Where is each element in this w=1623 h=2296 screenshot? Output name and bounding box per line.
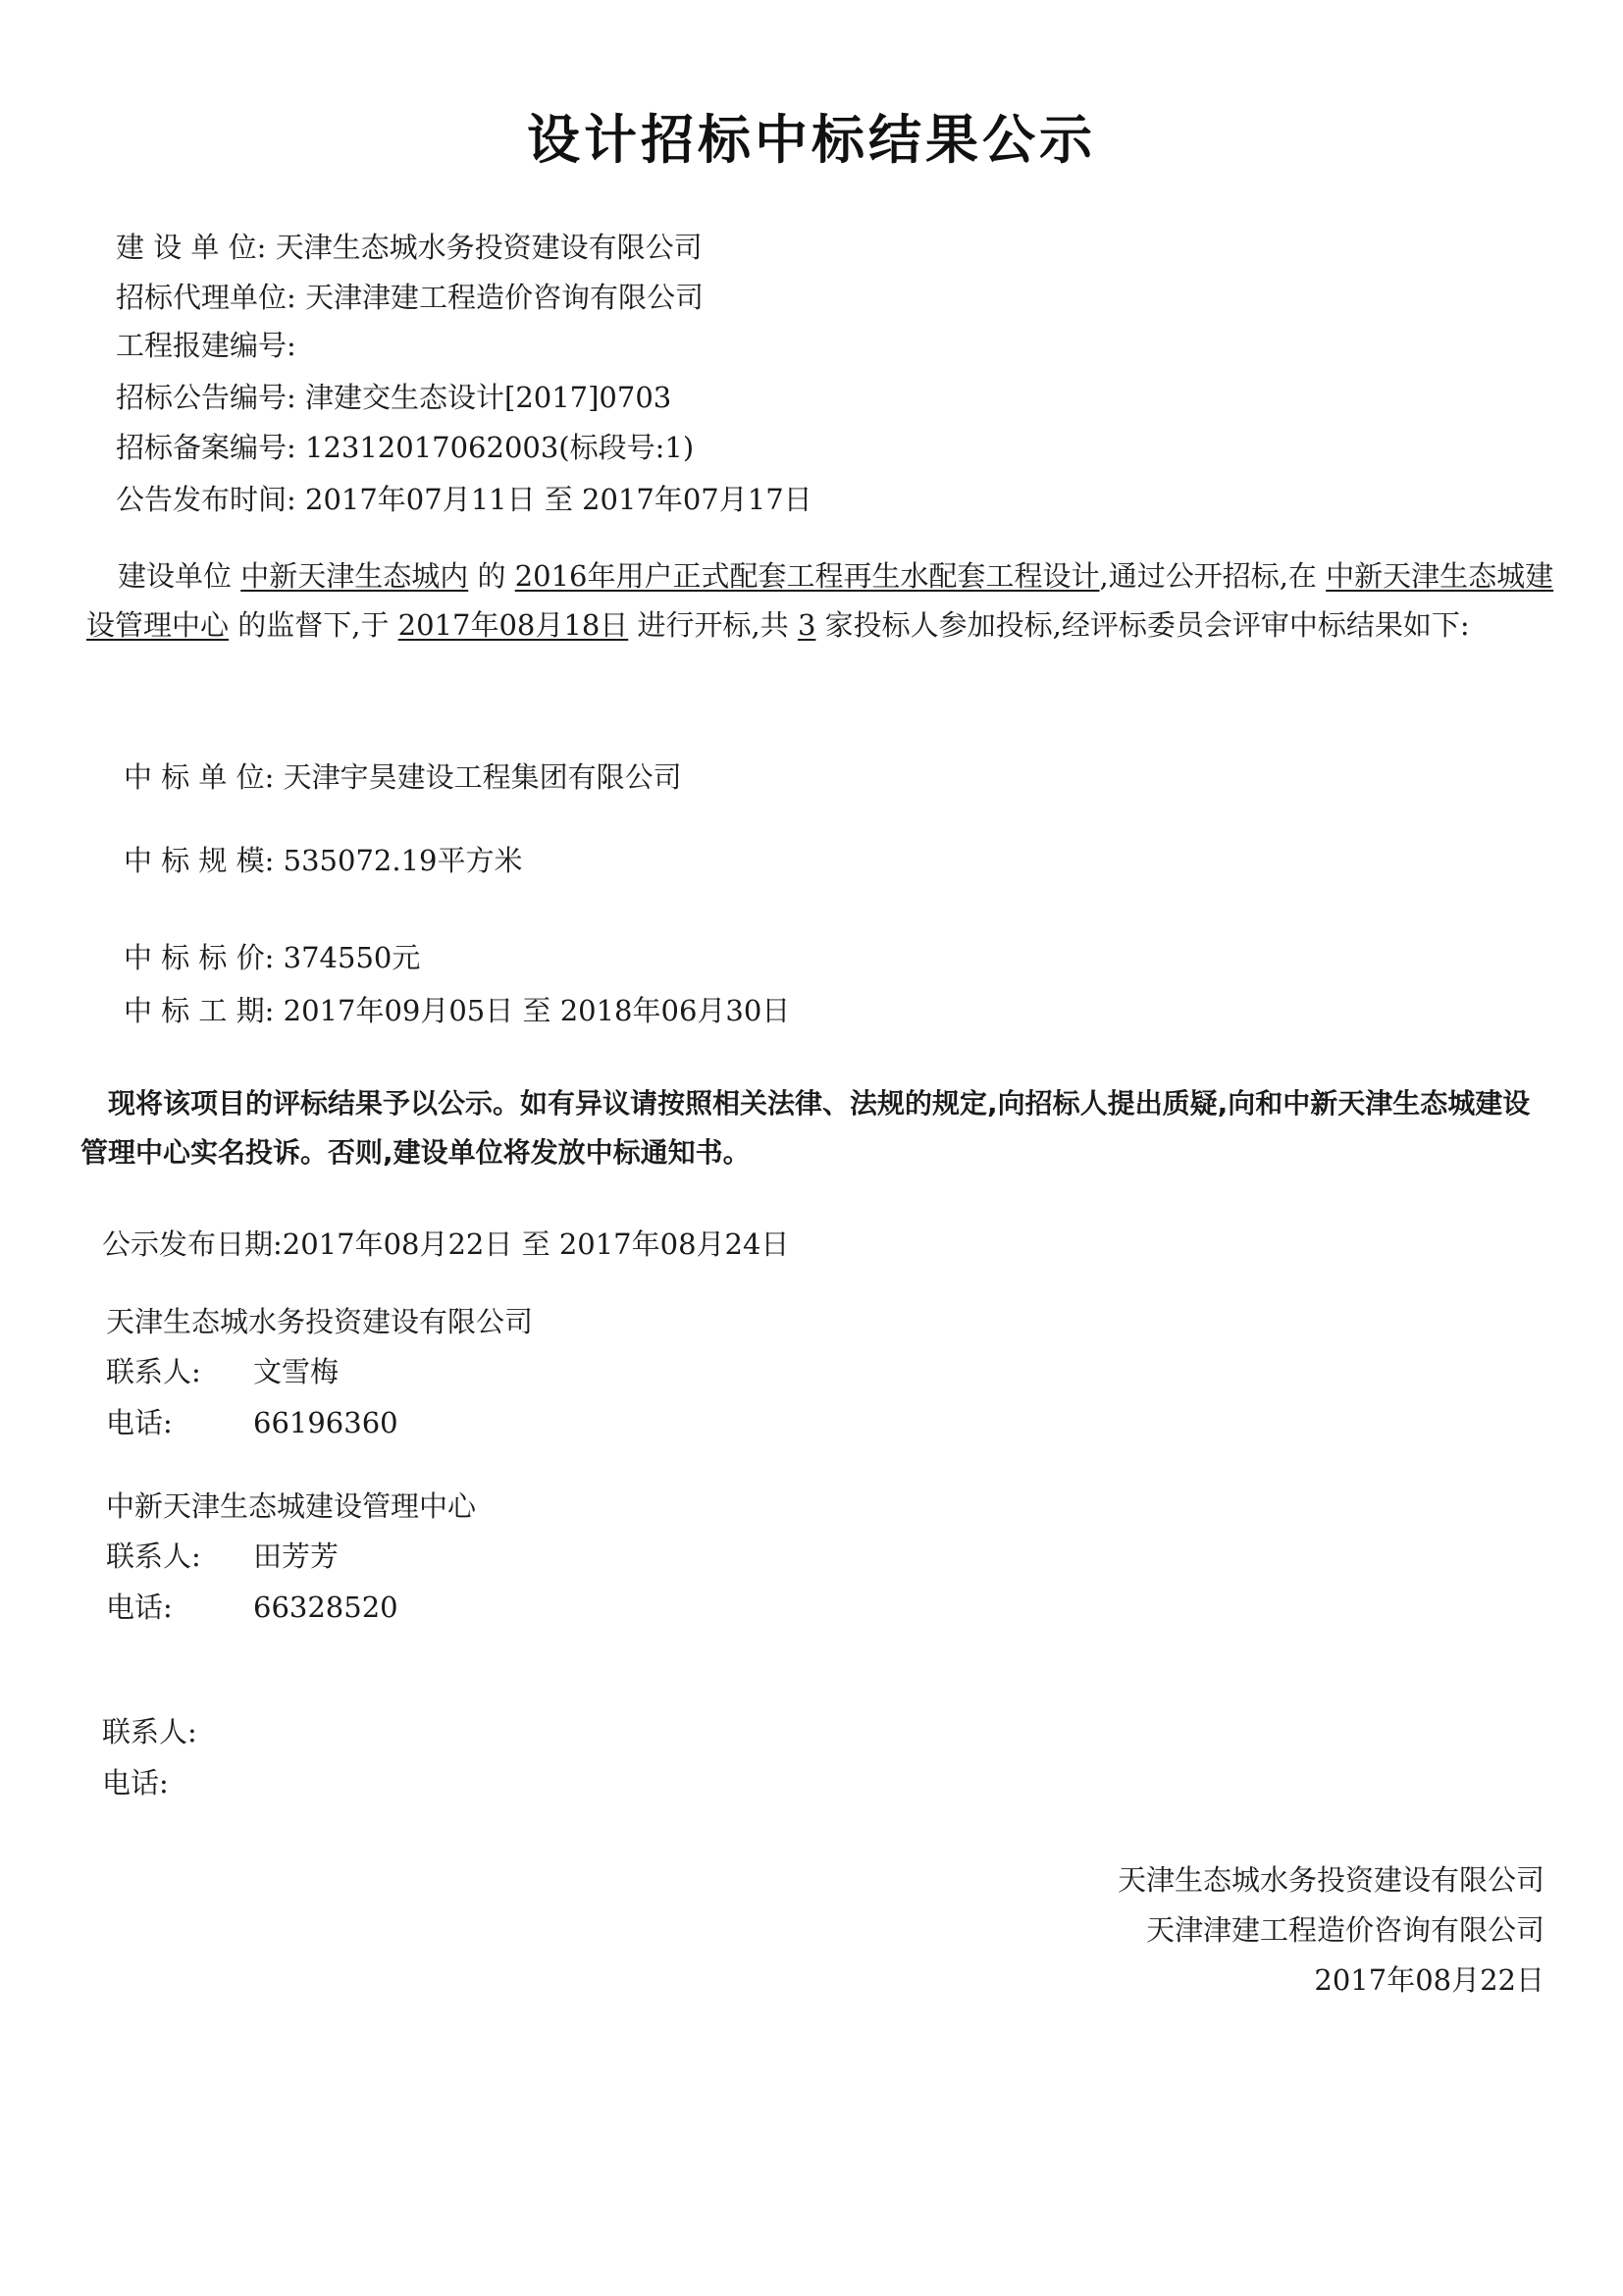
contact-person: 文雪梅: [253, 1355, 340, 1388]
field-label: 建 设 单 位:: [116, 231, 267, 264]
contact-org: 中新天津生态城建设管理中心: [106, 1489, 477, 1523]
field-label: 中 标 工 期:: [124, 994, 275, 1027]
result-period: [124, 991, 790, 1030]
publish-period: 公示发布日期:2017年08月22日 至 2017年08月24日: [102, 1227, 790, 1261]
intro-project: 2016年用户正式配套工程再生水配套工程设计: [514, 559, 1100, 593]
signature-org-2: 天津津建工程造价咨询有限公司: [1145, 1913, 1544, 1947]
document-title: 设计招标中标结果公示: [527, 109, 1096, 171]
notice-paragraph: 现将该项目的评标结果予以公示。如有异议请按照相关法律、法规的规定,向招标人提出质疑,向和中新天津生态城建设管理中心实名投诉。否则,建设单位将发放中标通知书。: [80, 1087, 1531, 1169]
contact-org: 天津生态城水务投资建设有限公司: [106, 1305, 534, 1338]
field-label: 中 标 规 模:: [124, 844, 275, 877]
field-label: 公告发布时间:: [116, 483, 296, 516]
field-builder: [116, 228, 703, 267]
signature-date: 2017年08月22日: [1314, 1963, 1544, 1997]
contact-phone: 66196360: [253, 1406, 398, 1439]
field-agent: [116, 278, 704, 317]
field-label: 招标备案编号:: [116, 431, 296, 464]
field-value: 天津生态城水务投资建设有限公司: [275, 231, 703, 264]
contact-phone: 66328520: [253, 1591, 398, 1624]
intro-date: 2017年08月18日: [397, 608, 629, 642]
field-value: 天津津建工程造价咨询有限公司: [305, 281, 705, 314]
field-label: 工程报建编号:: [116, 329, 296, 362]
field-label: 中 标 单 位:: [124, 760, 275, 794]
field-label: 招标公告编号:: [116, 381, 296, 414]
blank-contact-phone: 电话:: [102, 1766, 169, 1800]
field-value: 津建交生态设计[2017]0703: [305, 381, 672, 414]
result-scale: [124, 841, 522, 880]
field-value: 2017年07月11日 至 2017年07月17日: [305, 483, 812, 516]
result-price: [124, 938, 420, 977]
blank-contact-person: 联系人:: [102, 1715, 197, 1748]
intro-supervisor: 中新天津生态城建设管理中心: [86, 559, 1554, 642]
intro-paragraph: 建设单位 中新天津生态城内 的 2016年用户正式配套工程再生水配套工程设计,通过公开招标,在 中新天津生态城建设管理中心 的监督下,于 2017年08月18日 进行开标,共 3 家投标人参加投标,经评标委员会评审中标结果如下:: [86, 559, 1554, 642]
field-project-code: [116, 326, 296, 365]
contact-person: 田芳芳: [253, 1539, 340, 1573]
contact-phone-row: 电话: 66328520: [106, 1588, 695, 1627]
field-value: 12312017062003(标段号:1): [305, 431, 695, 464]
contact-phone-row: 电话: 66196360: [106, 1403, 695, 1442]
field-value: 535072.19平方米: [283, 844, 523, 877]
field-announcement-time: [116, 480, 812, 519]
field-label: 招标代理单位:: [116, 281, 296, 314]
field-value: 374550元: [283, 941, 421, 974]
contact-person-row: 联系人: 田芳芳: [106, 1537, 695, 1576]
contact-person-row: 联系人: 文雪梅: [106, 1352, 695, 1391]
field-value: 天津宇昊建设工程集团有限公司: [283, 760, 682, 794]
intro-count: 3: [797, 608, 816, 642]
field-value: 2017年09月05日 至 2018年06月30日: [283, 994, 791, 1027]
intro-location: 中新天津生态城内: [240, 559, 469, 593]
field-announcement-code: [116, 378, 671, 417]
field-label: 中 标 标 价:: [124, 941, 275, 974]
result-winner: [124, 757, 682, 797]
field-filing-code: [116, 428, 694, 467]
signature-org-1: 天津生态城水务投资建设有限公司: [1117, 1863, 1544, 1897]
